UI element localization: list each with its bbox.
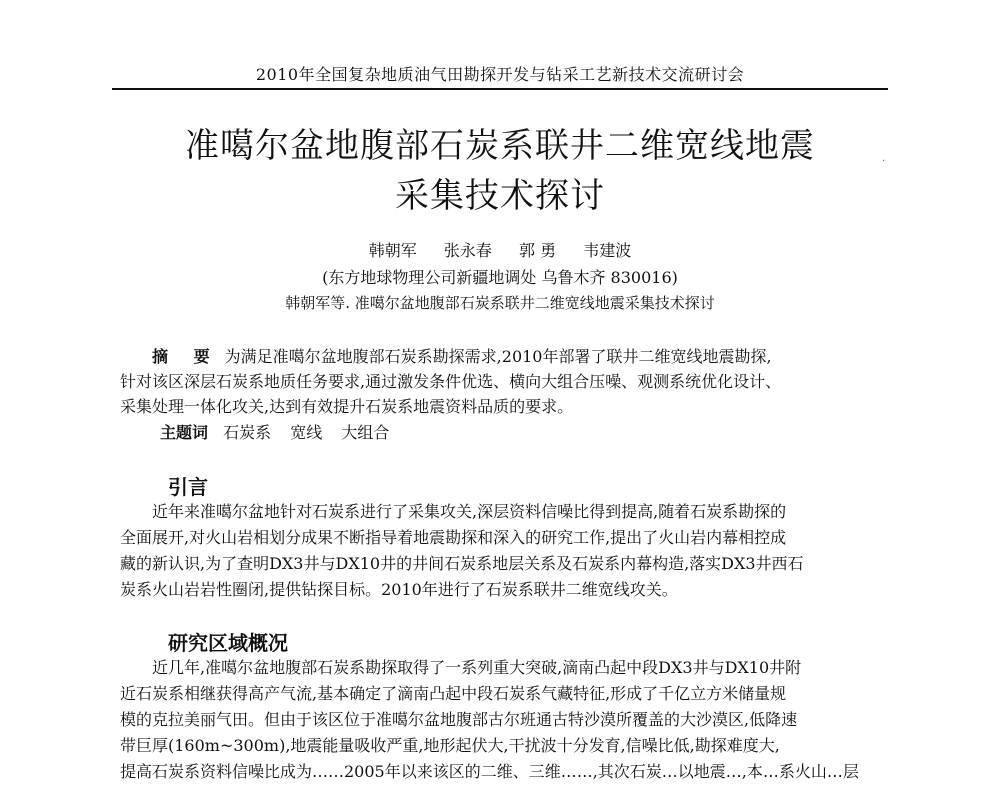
author: 郭 勇	[519, 241, 557, 260]
intro-line: 全面展开,对火山岩相划分成果不断指导着地震勘探和深入的研究工作,提出了火山岩内幕相控成	[120, 528, 787, 547]
intro-line: 炭系火山岩岩性圈闭,提供钻探目标。2010年进行了石炭系联井二维宽线攻关。	[120, 580, 678, 599]
keywords-label: 主题词	[160, 423, 209, 442]
paper-title-line-2: 采集技术探讨	[395, 176, 605, 216]
overview-line: 近石炭系相继获得高产气流,基本确定了滴南凸起中段石炭系气藏特征,形成了千亿立方米储量规	[120, 684, 787, 703]
keyword: 宽线	[290, 423, 323, 442]
abstract-line	[120, 345, 890, 369]
abstract-text: 为满足准噶尔盆地腹部石炭系勘探需求,2010年部署了联井二维宽线地震勘探,	[224, 347, 772, 366]
affiliation: (东方地球物理公司新疆地调处 乌鲁木齐 830016)	[322, 268, 678, 287]
stray-mark: ·	[882, 156, 886, 167]
keyword: 石炭系	[223, 423, 272, 442]
overview-line: 提高石炭系资料信噪比成为……2005年以来该区的二维、三维……,其次石炭…以地震…,本…系火山…层	[120, 762, 859, 781]
keywords	[160, 421, 930, 445]
author-list	[100, 238, 900, 261]
abstract-label: 摘 要	[152, 347, 220, 366]
author: 韦建波	[583, 241, 632, 260]
overview-line: 近几年,准噶尔盆地腹部石炭系勘探取得了一系列重大突破,滴南凸起中段DX3井与DX10井附	[152, 658, 802, 677]
intro-line: 近年来准噶尔盆地针对石炭系进行了采集攻关,深层资料信噪比得到提高,随着石炭系勘探的	[152, 502, 787, 521]
author: 韩朝军	[368, 241, 417, 260]
abstract-line: 针对该区深层石炭系地质任务要求,通过激发条件优选、横向大组合压噪、观测系统优化设计、	[120, 372, 782, 391]
overview-line: 带巨厚(160m~300m),地震能量吸收严重,地形起伏大,干扰波十分发育,信噪比低,勘探难度大,	[120, 736, 780, 755]
intro-line: 藏的新认识,为了查明DX3井与DX10井的井间石炭系地层关系及石炭系内幕构造,落实DX3井西石	[120, 554, 804, 573]
overview-line: 模的克拉美丽气田。但由于该区位于准噶尔盆地腹部古尔班通古特沙漠所覆盖的大沙漠区,低降速	[120, 710, 798, 729]
running-header: 2010年全国复杂地质油气田勘探开发与钻采工艺新技术交流研讨会	[255, 65, 745, 84]
header-rule	[112, 88, 888, 90]
keyword: 大组合	[341, 423, 390, 442]
section-heading-intro: 引言	[168, 475, 208, 499]
section-heading-overview: 研究区域概况	[168, 631, 288, 655]
paper-title-line-1: 准噶尔盆地腹部石炭系联井二维宽线地震	[185, 126, 815, 166]
citation-line: 韩朝军等. 准噶尔盆地腹部石炭系联井二维宽线地震采集技术探讨	[285, 294, 715, 312]
author: 张永春	[443, 241, 492, 260]
abstract-line: 采集处理一体化攻关,达到有效提升石炭系地震资料品质的要求。	[120, 397, 574, 416]
